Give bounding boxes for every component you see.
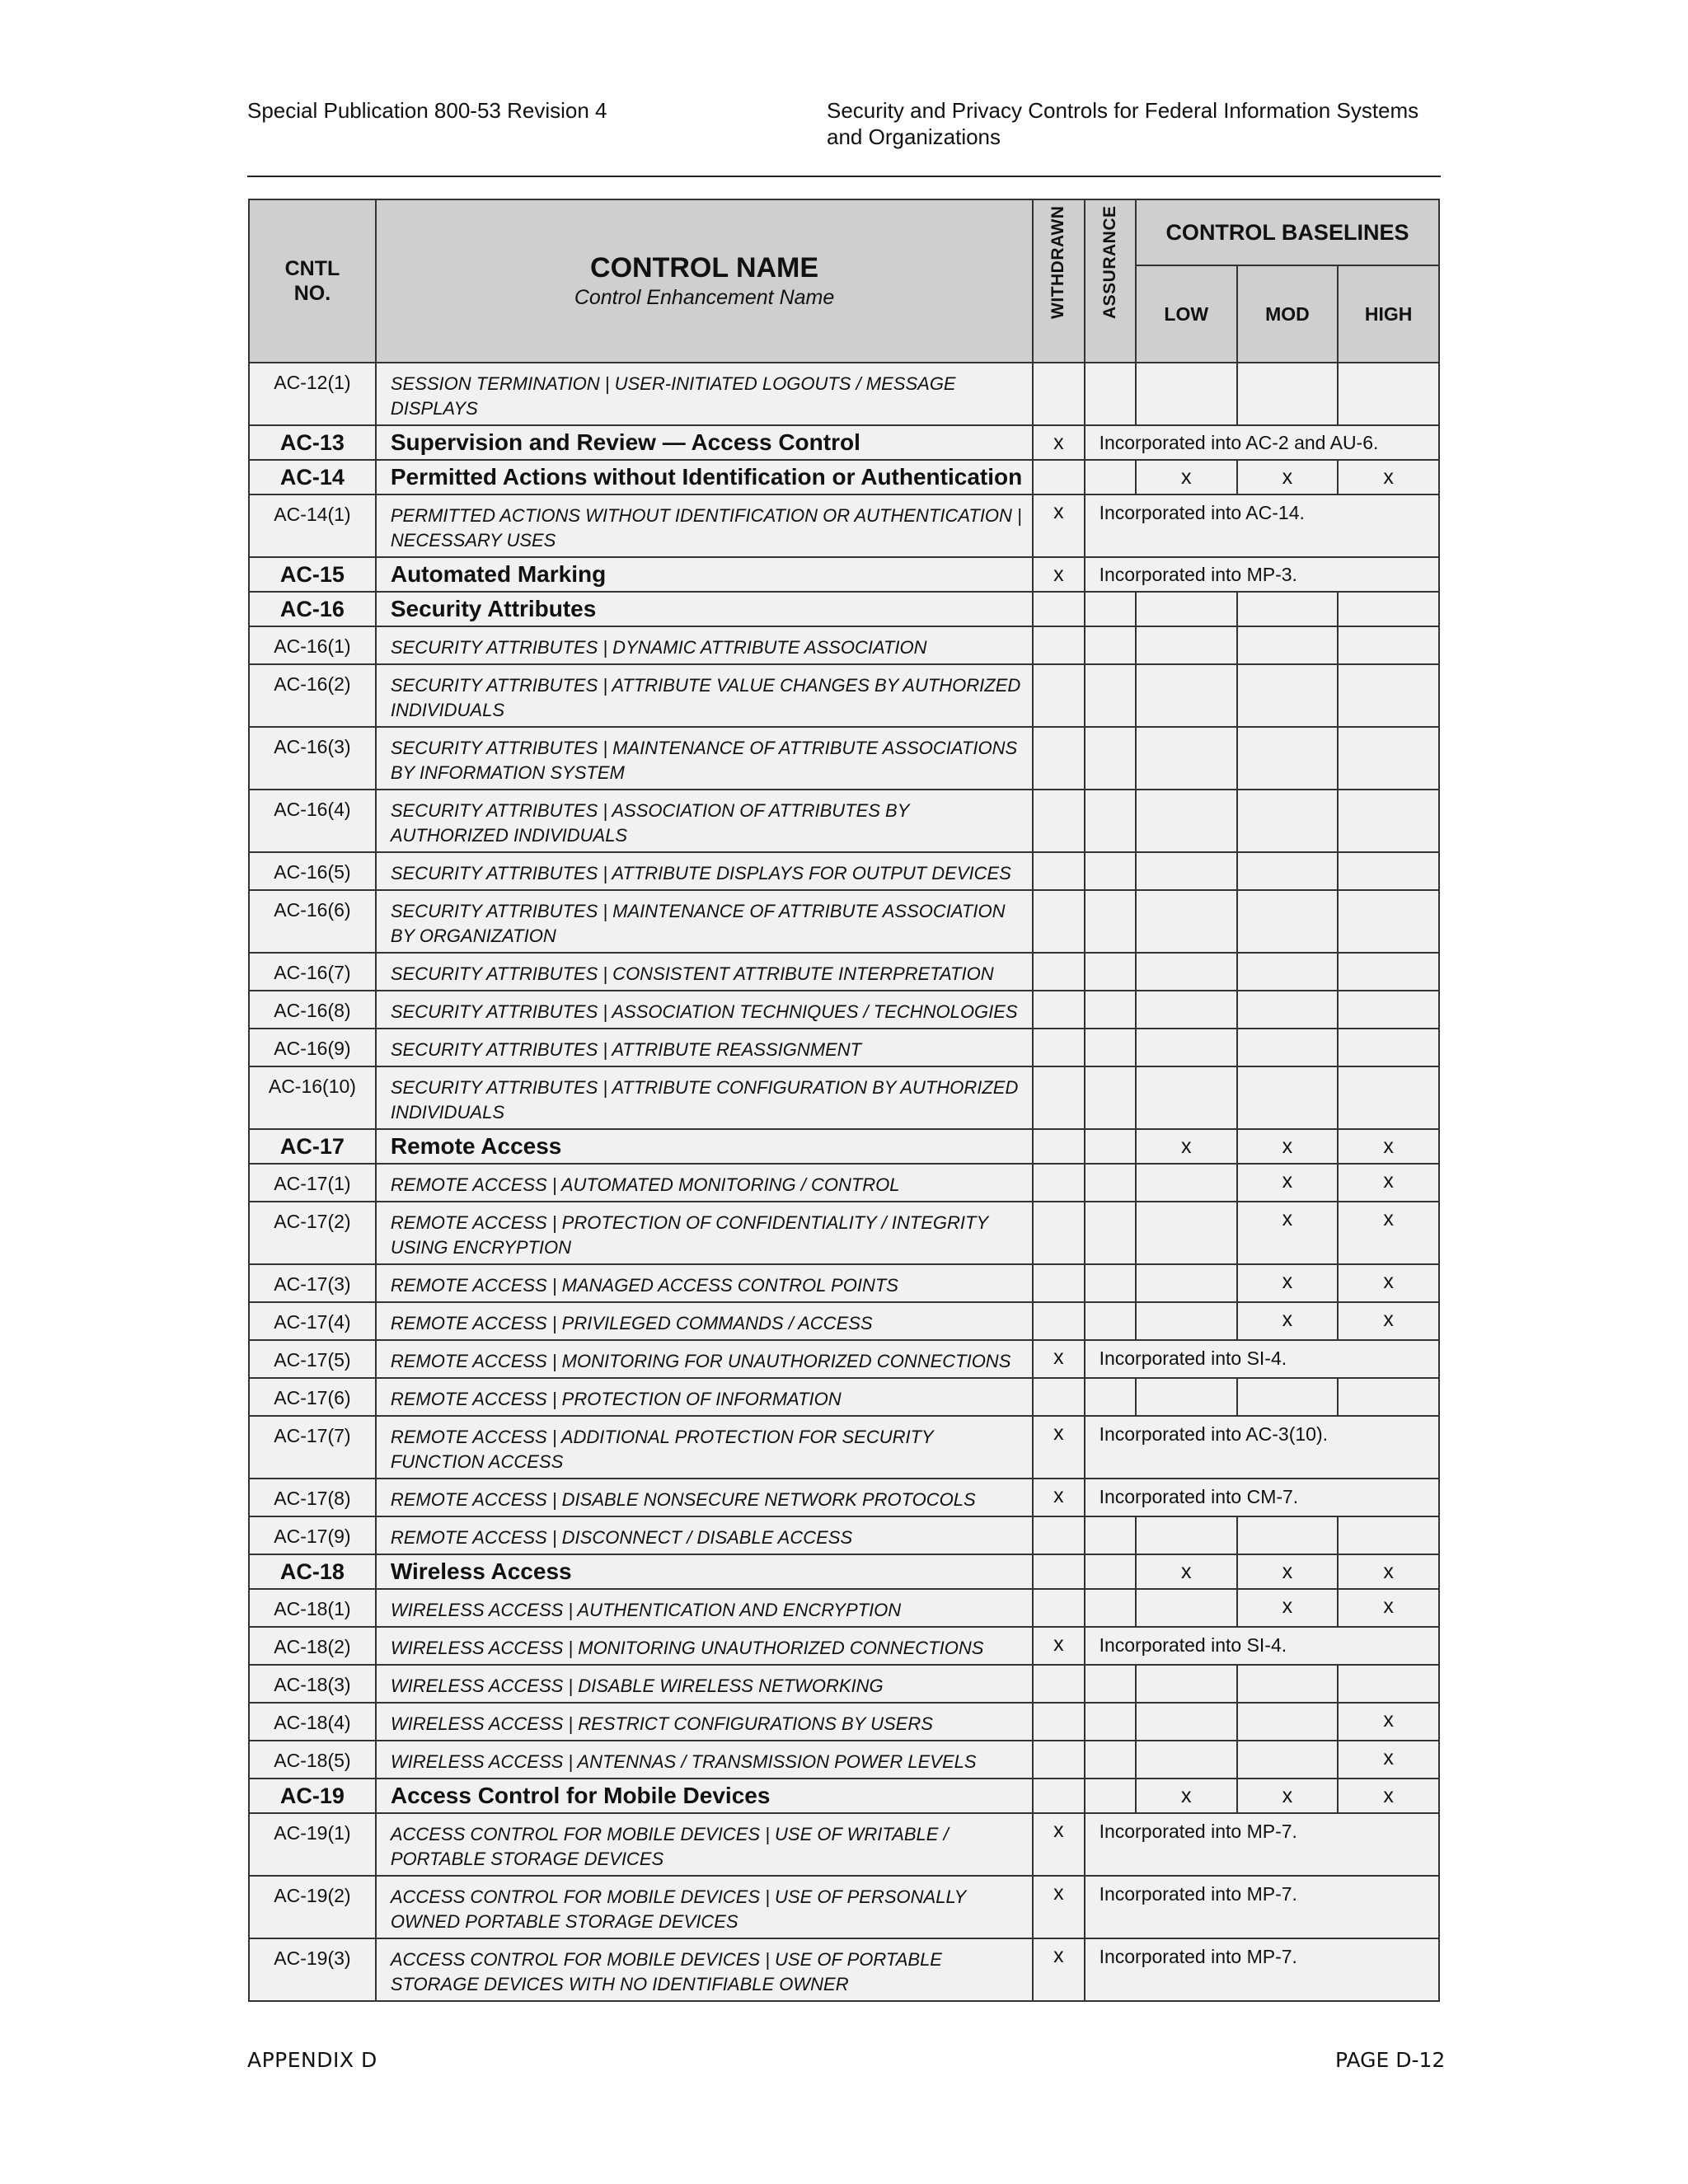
baseline-low-cell [1136,1264,1237,1302]
incorporated-note-cell: Incorporated into MP-7. [1085,1876,1439,1938]
baseline-mod-cell [1237,852,1339,890]
table-body [249,363,1439,2001]
withdrawn-cell: x [1033,1813,1084,1876]
withdrawn-cell [1033,1703,1084,1741]
baseline-mod-cell [1237,363,1339,425]
table-row [249,664,1439,727]
withdrawn-cell [1033,790,1084,852]
control-number-cell: AC-18 [249,1554,376,1589]
control-name-cell: REMOTE ACCESS | DISCONNECT / DISABLE ACCESS [376,1516,1033,1554]
col-header-control-name-label: CONTROL NAME [590,252,819,284]
baseline-low-cell [1136,1378,1237,1416]
baseline-low-cell [1136,592,1237,626]
control-number-cell: AC-18(3) [249,1665,376,1703]
col-header-cntl-line2: NO. [293,282,331,305]
control-number-cell: AC-19(2) [249,1876,376,1938]
assurance-cell [1085,1703,1136,1741]
control-number-cell: AC-16(4) [249,790,376,852]
control-name-cell: SECURITY ATTRIBUTES | MAINTENANCE OF ATTRIBUTE ASSOCIATIONS BY INFORMATION SYSTEM [376,727,1033,790]
withdrawn-cell [1033,1302,1084,1340]
baseline-low-cell [1136,1302,1237,1340]
control-name-cell: WIRELESS ACCESS | ANTENNAS / TRANSMISSION POWER LEVELS [376,1741,1033,1779]
assurance-cell [1085,953,1136,991]
control-name-cell: Wireless Access [376,1554,1033,1589]
control-number-cell: AC-17(6) [249,1378,376,1416]
withdrawn-cell: x [1033,1876,1084,1938]
baseline-low-cell [1136,1164,1237,1202]
assurance-cell [1085,1741,1136,1779]
baseline-low-cell [1136,727,1237,790]
assurance-cell [1085,790,1136,852]
table-row [249,727,1439,790]
control-number-cell: AC-16(10) [249,1066,376,1129]
baseline-mod-cell [1237,991,1339,1029]
control-name-cell: Automated Marking [376,557,1033,592]
baseline-low-cell [1136,991,1237,1029]
table-row [249,1627,1439,1665]
table-row [249,1378,1439,1416]
control-name-cell: SECURITY ATTRIBUTES | ASSOCIATION TECHNIQUES / TECHNOLOGIES [376,991,1033,1029]
table-row [249,1340,1439,1378]
control-number-cell: AC-12(1) [249,363,376,425]
baseline-mod-cell [1237,1378,1339,1416]
assurance-cell [1085,592,1136,626]
header-title [827,97,1470,150]
control-number-cell: AC-18(1) [249,1589,376,1627]
control-number-cell: AC-16(9) [249,1029,376,1066]
assurance-cell [1085,991,1136,1029]
incorporated-note-cell: Incorporated into MP-7. [1085,1938,1439,2001]
control-name-cell: Supervision and Review — Access Control [376,425,1033,460]
table-row [249,1938,1439,2001]
table-row [249,1066,1439,1129]
baseline-low-cell [1136,852,1237,890]
withdrawn-cell: x [1033,425,1084,460]
baseline-high-cell: x [1338,1164,1439,1202]
withdrawn-cell [1033,1029,1084,1066]
header-title-line2: and Organizations [827,124,1001,149]
withdrawn-cell: x [1033,1627,1084,1665]
baseline-low-cell: x [1136,460,1237,494]
withdrawn-cell: x [1033,557,1084,592]
withdrawn-cell [1033,1378,1084,1416]
table-row [249,890,1439,953]
baseline-low-cell: x [1136,1129,1237,1164]
incorporated-note-cell: Incorporated into MP-7. [1085,1813,1439,1876]
control-name-cell: REMOTE ACCESS | DISABLE NONSECURE NETWORK PROTOCOLS [376,1479,1033,1516]
control-name-cell: WIRELESS ACCESS | RESTRICT CONFIGURATIONS BY USERS [376,1703,1033,1741]
control-number-cell: AC-17(3) [249,1264,376,1302]
baseline-low-cell [1136,626,1237,664]
withdrawn-cell [1033,953,1084,991]
baseline-high-cell [1338,592,1439,626]
table-row [249,363,1439,425]
control-number-cell: AC-16(2) [249,664,376,727]
control-number-cell: AC-16(8) [249,991,376,1029]
withdrawn-cell [1033,664,1084,727]
baseline-high-cell [1338,1378,1439,1416]
withdrawn-cell [1033,1202,1084,1264]
control-name-cell: ACCESS CONTROL FOR MOBILE DEVICES | USE OF PORTABLE STORAGE DEVICES WITH NO IDENTIFIABLE OWNER [376,1938,1033,2001]
control-name-cell: REMOTE ACCESS | PROTECTION OF INFORMATION [376,1378,1033,1416]
baseline-high-cell: x [1338,460,1439,494]
assurance-cell [1085,363,1136,425]
table-header [249,199,1439,363]
control-number-cell: AC-14(1) [249,494,376,557]
withdrawn-cell [1033,460,1084,494]
baseline-mod-cell: x [1237,1264,1339,1302]
table-row [249,1779,1439,1813]
control-number-cell: AC-17(9) [249,1516,376,1554]
control-name-cell: Security Attributes [376,592,1033,626]
assurance-cell [1085,727,1136,790]
col-header-cntl-no [249,199,376,363]
withdrawn-cell [1033,592,1084,626]
baseline-low-cell [1136,1029,1237,1066]
col-header-assurance-label: ASSURANCE [1100,205,1119,319]
baseline-mod-cell [1237,1703,1339,1741]
table-row [249,494,1439,557]
withdrawn-cell [1033,1516,1084,1554]
baseline-low-cell [1136,1516,1237,1554]
table-row [249,1665,1439,1703]
withdrawn-cell [1033,363,1084,425]
baseline-high-cell [1338,1516,1439,1554]
control-number-cell: AC-18(4) [249,1703,376,1741]
withdrawn-cell [1033,1164,1084,1202]
baseline-mod-cell: x [1237,1202,1339,1264]
incorporated-note-cell: Incorporated into AC-2 and AU-6. [1085,425,1439,460]
table-row [249,460,1439,494]
control-number-cell: AC-16(7) [249,953,376,991]
control-number-cell: AC-16(6) [249,890,376,953]
baseline-high-cell [1338,1029,1439,1066]
control-name-cell: SECURITY ATTRIBUTES | CONSISTENT ATTRIBUTE INTERPRETATION [376,953,1033,991]
withdrawn-cell [1033,1554,1084,1589]
table-row [249,1302,1439,1340]
footer-page-number: PAGE D-12 [1335,2048,1446,2072]
baseline-mod-cell [1237,1516,1339,1554]
control-number-cell: AC-17(5) [249,1340,376,1378]
table-row [249,790,1439,852]
baseline-high-cell [1338,790,1439,852]
incorporated-note-cell: Incorporated into SI-4. [1085,1340,1439,1378]
control-number-cell: AC-18(5) [249,1741,376,1779]
table-row [249,425,1439,460]
control-number-cell: AC-15 [249,557,376,592]
withdrawn-cell [1033,1129,1084,1164]
table-row [249,557,1439,592]
baseline-high-cell: x [1338,1779,1439,1813]
control-number-cell: AC-14 [249,460,376,494]
table-row [249,1813,1439,1876]
control-name-cell: REMOTE ACCESS | AUTOMATED MONITORING / CONTROL [376,1164,1033,1202]
control-number-cell: AC-16(3) [249,727,376,790]
baseline-low-cell [1136,890,1237,953]
col-header-control-name [376,199,1033,363]
control-name-cell: WIRELESS ACCESS | DISABLE WIRELESS NETWORKING [376,1665,1033,1703]
table-row [249,1741,1439,1779]
withdrawn-cell [1033,890,1084,953]
assurance-cell [1085,890,1136,953]
baseline-high-cell [1338,991,1439,1029]
table-row [249,953,1439,991]
table-row [249,1416,1439,1479]
baseline-low-cell [1136,664,1237,727]
control-number-cell: AC-17(4) [249,1302,376,1340]
baseline-low-cell [1136,1589,1237,1627]
withdrawn-cell [1033,1741,1084,1779]
control-name-cell: SECURITY ATTRIBUTES | ATTRIBUTE REASSIGNMENT [376,1029,1033,1066]
withdrawn-cell [1033,1264,1084,1302]
control-number-cell: AC-19(3) [249,1938,376,2001]
assurance-cell [1085,1779,1136,1813]
control-name-cell: PERMITTED ACTIONS WITHOUT IDENTIFICATION OR AUTHENTICATION | NECESSARY USES [376,494,1033,557]
control-number-cell: AC-19(1) [249,1813,376,1876]
withdrawn-cell [1033,1589,1084,1627]
table-row [249,1703,1439,1741]
control-number-cell: AC-17(7) [249,1416,376,1479]
baseline-mod-cell: x [1237,1302,1339,1340]
assurance-cell [1085,1164,1136,1202]
header-title-line1: Security and Privacy Controls for Federal Information Systems [827,98,1419,123]
assurance-cell [1085,1066,1136,1129]
control-name-cell: SECURITY ATTRIBUTES | ASSOCIATION OF ATTRIBUTES BY AUTHORIZED INDIVIDUALS [376,790,1033,852]
baseline-low-cell: x [1136,1779,1237,1813]
assurance-cell [1085,1516,1136,1554]
assurance-cell [1085,852,1136,890]
col-header-withdrawn-label: WITHDRAWN [1048,205,1068,319]
control-name-cell: SECURITY ATTRIBUTES | MAINTENANCE OF ATTRIBUTE ASSOCIATION BY ORGANIZATION [376,890,1033,953]
control-name-cell: SESSION TERMINATION | USER-INITIATED LOGOUTS / MESSAGE DISPLAYS [376,363,1033,425]
assurance-cell [1085,460,1136,494]
baseline-low-cell: x [1136,1554,1237,1589]
baseline-mod-cell: x [1237,1589,1339,1627]
withdrawn-cell: x [1033,1479,1084,1516]
baseline-high-cell [1338,890,1439,953]
control-number-cell: AC-13 [249,425,376,460]
control-name-cell: SECURITY ATTRIBUTES | ATTRIBUTE VALUE CHANGES BY AUTHORIZED INDIVIDUALS [376,664,1033,727]
header-rule [247,176,1441,177]
baseline-mod-cell [1237,1741,1339,1779]
control-name-cell: ACCESS CONTROL FOR MOBILE DEVICES | USE OF WRITABLE / PORTABLE STORAGE DEVICES [376,1813,1033,1876]
assurance-cell [1085,1378,1136,1416]
baseline-low-cell [1136,1066,1237,1129]
header-publication: Special Publication 800-53 Revision 4 [247,98,607,123]
baseline-mod-cell [1237,790,1339,852]
baseline-low-cell [1136,1741,1237,1779]
withdrawn-cell [1033,727,1084,790]
assurance-cell [1085,664,1136,727]
incorporated-note-cell: Incorporated into AC-14. [1085,494,1439,557]
baseline-low-cell [1136,1703,1237,1741]
baseline-high-cell: x [1338,1129,1439,1164]
col-header-enhancement-label: Control Enhancement Name [574,286,835,309]
table-row [249,1876,1439,1938]
control-number-cell: AC-17 [249,1129,376,1164]
incorporated-note-cell: Incorporated into CM-7. [1085,1479,1439,1516]
baseline-high-cell: x [1338,1589,1439,1627]
withdrawn-cell [1033,1665,1084,1703]
baseline-mod-cell: x [1237,1779,1339,1813]
control-number-cell: AC-16(1) [249,626,376,664]
table-row [249,1479,1439,1516]
table-row [249,1029,1439,1066]
col-header-cntl-line1: CNTL [284,257,340,280]
control-name-cell: REMOTE ACCESS | ADDITIONAL PROTECTION FOR SECURITY FUNCTION ACCESS [376,1416,1033,1479]
baseline-mod-cell [1237,1029,1339,1066]
baseline-high-cell: x [1338,1741,1439,1779]
baseline-high-cell [1338,626,1439,664]
control-number-cell: AC-17(1) [249,1164,376,1202]
baseline-low-cell [1136,363,1237,425]
table-row [249,1164,1439,1202]
baseline-high-cell: x [1338,1264,1439,1302]
baseline-mod-cell [1237,664,1339,727]
assurance-cell [1085,1302,1136,1340]
baseline-high-cell [1338,727,1439,790]
baseline-high-cell: x [1338,1554,1439,1589]
control-number-cell: AC-16(5) [249,852,376,890]
baseline-mod-cell [1237,1665,1339,1703]
control-number-cell: AC-17(2) [249,1202,376,1264]
control-number-cell: AC-17(8) [249,1479,376,1516]
control-baselines-table [248,199,1440,2002]
baseline-mod-cell [1237,626,1339,664]
table-row [249,1554,1439,1589]
incorporated-note-cell: Incorporated into MP-3. [1085,557,1439,592]
table-row [249,991,1439,1029]
baseline-low-cell [1136,790,1237,852]
baseline-high-cell [1338,852,1439,890]
baseline-mod-cell [1237,727,1339,790]
table-row [249,1129,1439,1164]
table-row [249,1202,1439,1264]
assurance-cell [1085,1129,1136,1164]
control-name-cell: REMOTE ACCESS | PROTECTION OF CONFIDENTIALITY / INTEGRITY USING ENCRYPTION [376,1202,1033,1264]
assurance-cell [1085,1029,1136,1066]
table-row [249,626,1439,664]
baseline-mod-cell: x [1237,1164,1339,1202]
withdrawn-cell [1033,1779,1084,1813]
baseline-high-cell [1338,363,1439,425]
assurance-cell [1085,1665,1136,1703]
incorporated-note-cell: Incorporated into AC-3(10). [1085,1416,1439,1479]
withdrawn-cell [1033,1066,1084,1129]
baseline-mod-cell [1237,1066,1339,1129]
control-name-cell: Permitted Actions without Identification or Authentication [376,460,1033,494]
baseline-high-cell: x [1338,1202,1439,1264]
footer-appendix: APPENDIX D [247,2048,377,2072]
baseline-mod-cell: x [1237,1554,1339,1589]
control-name-cell: SECURITY ATTRIBUTES | DYNAMIC ATTRIBUTE ASSOCIATION [376,626,1033,664]
col-header-high: HIGH [1338,265,1439,363]
assurance-cell [1085,1202,1136,1264]
withdrawn-cell: x [1033,1340,1084,1378]
control-name-cell: WIRELESS ACCESS | MONITORING UNAUTHORIZED CONNECTIONS [376,1627,1033,1665]
withdrawn-cell: x [1033,1938,1084,2001]
control-name-cell: ACCESS CONTROL FOR MOBILE DEVICES | USE OF PERSONALLY OWNED PORTABLE STORAGE DEVICES [376,1876,1033,1938]
baseline-high-cell [1338,1665,1439,1703]
baseline-low-cell [1136,1202,1237,1264]
assurance-cell [1085,1589,1136,1627]
baseline-mod-cell: x [1237,460,1339,494]
control-name-cell: REMOTE ACCESS | PRIVILEGED COMMANDS / ACCESS [376,1302,1033,1340]
col-header-mod: MOD [1237,265,1339,363]
col-header-assurance [1085,199,1136,363]
baseline-high-cell: x [1338,1302,1439,1340]
control-name-cell: Access Control for Mobile Devices [376,1779,1033,1813]
col-header-low: LOW [1136,265,1237,363]
control-number-cell: AC-18(2) [249,1627,376,1665]
withdrawn-cell [1033,991,1084,1029]
control-number-cell: AC-19 [249,1779,376,1813]
baseline-high-cell [1338,1066,1439,1129]
baseline-mod-cell: x [1237,1129,1339,1164]
table-row [249,1589,1439,1627]
assurance-cell [1085,1264,1136,1302]
col-header-control-baselines: CONTROL BASELINES [1136,199,1439,265]
baseline-high-cell: x [1338,1703,1439,1741]
table-row [249,592,1439,626]
table-row [249,1264,1439,1302]
withdrawn-cell: x [1033,1416,1084,1479]
control-name-cell: REMOTE ACCESS | MONITORING FOR UNAUTHORIZED CONNECTIONS [376,1340,1033,1378]
baseline-mod-cell [1237,890,1339,953]
col-header-withdrawn [1033,199,1084,363]
baseline-low-cell [1136,953,1237,991]
assurance-cell [1085,626,1136,664]
table-row [249,852,1439,890]
withdrawn-cell [1033,852,1084,890]
baseline-low-cell [1136,1665,1237,1703]
incorporated-note-cell: Incorporated into SI-4. [1085,1627,1439,1665]
withdrawn-cell [1033,626,1084,664]
control-name-cell: WIRELESS ACCESS | AUTHENTICATION AND ENCRYPTION [376,1589,1033,1627]
control-name-cell: Remote Access [376,1129,1033,1164]
withdrawn-cell: x [1033,494,1084,557]
control-number-cell: AC-16 [249,592,376,626]
assurance-cell [1085,1554,1136,1589]
table-row [249,1516,1439,1554]
control-name-cell: REMOTE ACCESS | MANAGED ACCESS CONTROL POINTS [376,1264,1033,1302]
baseline-mod-cell [1237,953,1339,991]
control-name-cell: SECURITY ATTRIBUTES | ATTRIBUTE DISPLAYS FOR OUTPUT DEVICES [376,852,1033,890]
baseline-mod-cell [1237,592,1339,626]
baseline-high-cell [1338,664,1439,727]
baseline-high-cell [1338,953,1439,991]
control-name-cell: SECURITY ATTRIBUTES | ATTRIBUTE CONFIGURATION BY AUTHORIZED INDIVIDUALS [376,1066,1033,1129]
